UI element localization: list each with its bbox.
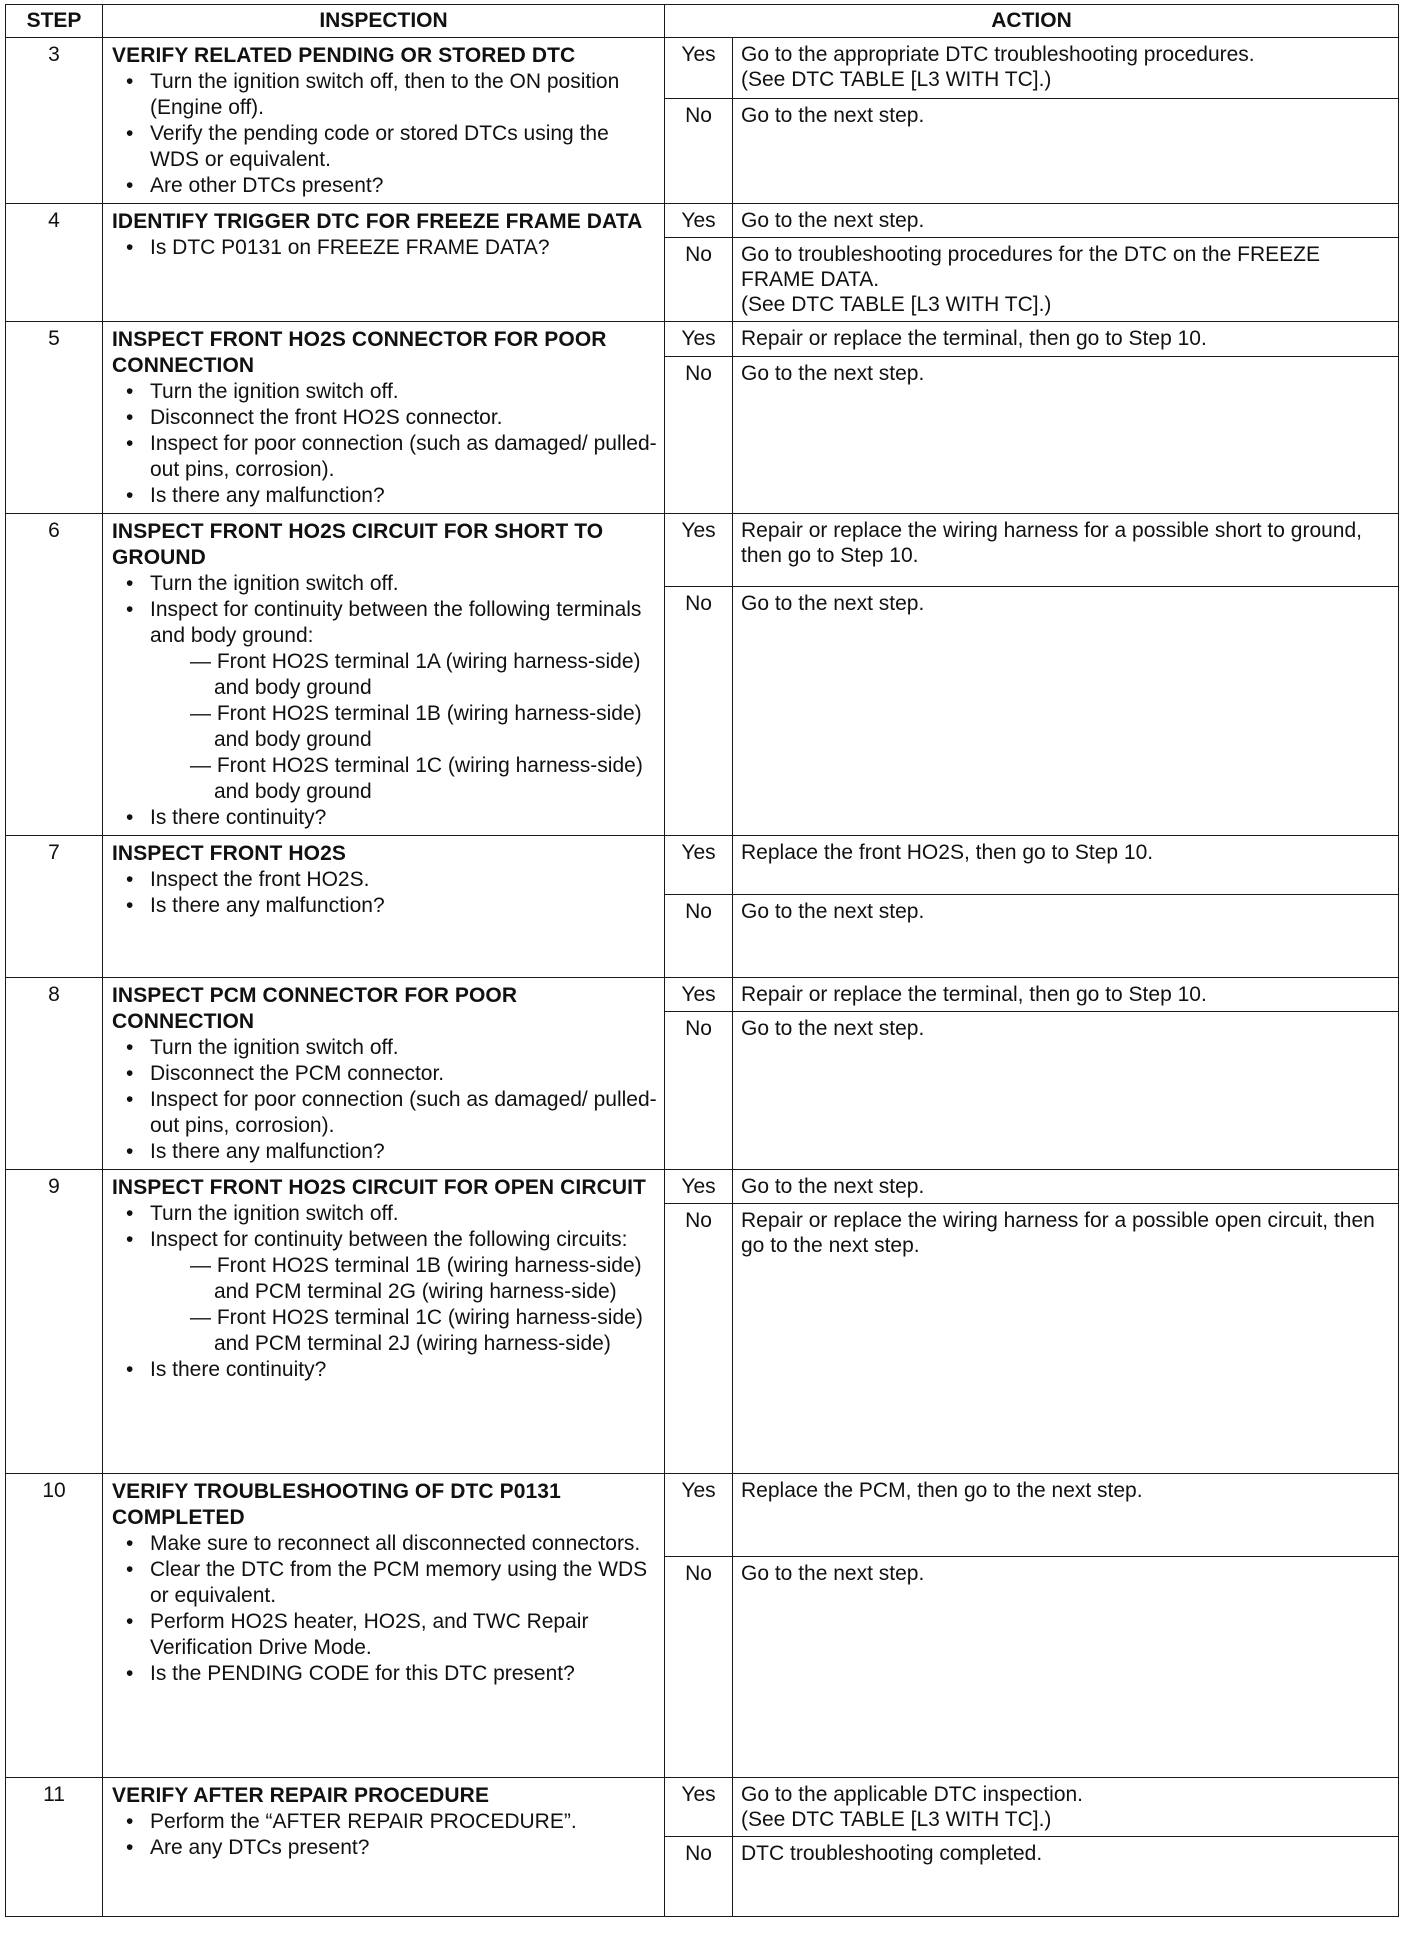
no-action — [733, 1012, 1399, 1170]
inspection-cell — [103, 1474, 665, 1778]
no-label: No — [665, 1837, 733, 1917]
sub-item-text: Front HO2S terminal 1C (wiring harness-side) and PCM terminal 2J (wiring harness-side) — [214, 1306, 643, 1355]
step-number: 9 — [6, 1170, 103, 1474]
inspection-cell — [103, 1170, 665, 1474]
no-action — [733, 357, 1399, 514]
no-action-line: DTC troubleshooting completed. — [741, 1842, 1043, 1865]
step-row-yes — [6, 1778, 1399, 1837]
inspection-bullet — [112, 1609, 658, 1661]
step-number: 8 — [6, 978, 103, 1170]
inspection-bullet — [112, 121, 658, 173]
inspection-checklist — [112, 1035, 658, 1165]
inspection-bullet — [112, 405, 658, 431]
inspection-bullet — [112, 173, 658, 199]
inspection-bullet — [112, 235, 658, 261]
bullet-text: Disconnect the PCM connector. — [150, 1062, 445, 1085]
step-row-yes — [6, 38, 1399, 99]
inspection-cell — [103, 38, 665, 204]
step-number: 11 — [6, 1778, 103, 1917]
no-action-line: Go to the next step. — [741, 1017, 925, 1041]
bullet-text: Are other DTCs present? — [150, 174, 384, 197]
inspection-checklist — [112, 1201, 658, 1383]
table-body — [6, 38, 1399, 1917]
sub-item-text: Front HO2S terminal 1A (wiring harness-side) and body ground — [214, 650, 641, 699]
bullet-text: Is DTC P0131 on FREEZE FRAME DATA? — [150, 236, 550, 259]
inspection-title: IDENTIFY TRIGGER DTC FOR FREEZE FRAME DATA — [112, 210, 643, 233]
bullet-text: Inspect the front HO2S. — [150, 868, 370, 891]
yes-label: Yes — [665, 1778, 733, 1837]
inspection-bullet — [112, 1087, 658, 1139]
no-action — [733, 1837, 1399, 1917]
step-number: 4 — [6, 204, 103, 322]
step-row-yes — [6, 1170, 1399, 1204]
inspection-cell — [103, 322, 665, 514]
sub-item — [190, 753, 658, 805]
yes-action-line: Repair or replace the wiring harness for a possible short to ground, then go to Step 10. — [741, 519, 1362, 567]
no-action — [733, 895, 1399, 978]
bullet-text: Is the PENDING CODE for this DTC present? — [150, 1662, 575, 1685]
sub-item — [190, 649, 658, 701]
yes-action-line: Replace the PCM, then go to the next step. — [741, 1479, 1143, 1502]
yes-label: Yes — [665, 204, 733, 238]
step-row-yes — [6, 836, 1399, 895]
inspection-bullet — [112, 1035, 658, 1061]
inspection-bullet — [112, 483, 658, 509]
inspection-title: INSPECT FRONT HO2S — [112, 842, 346, 865]
inspection-title: INSPECT PCM CONNECTOR FOR POOR CONNECTION — [112, 984, 518, 1033]
bullet-text: Turn the ignition switch off. — [150, 380, 399, 403]
step-row-yes — [6, 978, 1399, 1012]
inspection-bullet — [112, 1139, 658, 1165]
no-action — [733, 99, 1399, 204]
inspection-cell — [103, 1778, 665, 1917]
sub-item-list — [150, 1253, 658, 1357]
yes-action — [733, 836, 1399, 895]
yes-action-line: Repair or replace the terminal, then go to Step 10. — [741, 327, 1207, 350]
yes-action — [733, 204, 1399, 238]
yes-action-line: Go to the appropriate DTC troubleshooting procedures. — [741, 43, 1255, 66]
yes-action — [733, 1474, 1399, 1557]
step-number: 5 — [6, 322, 103, 514]
bullet-text: Turn the ignition switch off, then to the ON position (Engine off). — [150, 70, 620, 119]
yes-action — [733, 38, 1399, 99]
inspection-bullet — [112, 805, 658, 831]
bullet-text: Turn the ignition switch off. — [150, 572, 399, 595]
step-row-yes — [6, 322, 1399, 357]
yes-action — [733, 322, 1399, 357]
header-step: STEP — [6, 5, 103, 38]
inspection-checklist — [112, 379, 658, 509]
yes-action-line: (See DTC TABLE [L3 WITH TC].) — [741, 68, 1052, 91]
no-action-line: Repair or replace the wiring harness for a possible open circuit, then go to the next step. — [741, 1209, 1375, 1257]
no-label: No — [665, 1204, 733, 1474]
troubleshooting-document — [5, 4, 1399, 1917]
no-action — [733, 1204, 1399, 1474]
no-action-line: Go to the next step. — [741, 900, 925, 923]
bullet-text: Turn the ignition switch off. — [150, 1202, 399, 1225]
sub-item-text: Front HO2S terminal 1C (wiring harness-side) and body ground — [214, 754, 643, 803]
step-row-yes — [6, 1474, 1399, 1557]
no-action-line: Go to the next step. — [741, 592, 925, 616]
inspection-checklist — [112, 1531, 658, 1687]
no-label: No — [665, 357, 733, 514]
step-number: 3 — [6, 38, 103, 204]
header-inspection: INSPECTION — [103, 5, 665, 38]
yes-action — [733, 1778, 1399, 1837]
inspection-checklist — [112, 1809, 658, 1861]
inspection-title: VERIFY TROUBLESHOOTING OF DTC P0131 COMPLETED — [112, 1480, 561, 1529]
step-row-yes — [6, 514, 1399, 587]
yes-action-line: Go to the applicable DTC inspection. — [741, 1783, 1084, 1806]
no-label: No — [665, 1012, 733, 1170]
no-action-line: Go to troubleshooting procedures for the DTC on the FREEZE FRAME DATA. — [741, 243, 1320, 291]
inspection-bullet — [112, 1061, 658, 1087]
inspection-bullet — [112, 379, 658, 405]
bullet-text: Make sure to reconnect all disconnected connectors. — [150, 1532, 641, 1555]
yes-action — [733, 514, 1399, 587]
bullet-text: Inspect for continuity between the following terminals and body ground: — [150, 598, 642, 647]
inspection-bullet — [112, 1227, 658, 1357]
inspection-bullet — [112, 1835, 658, 1861]
bullet-text: Verify the pending code or stored DTCs using the WDS or equivalent. — [150, 122, 609, 171]
no-label: No — [665, 99, 733, 204]
bullet-text: Is there any malfunction? — [150, 894, 385, 917]
no-label: No — [665, 238, 733, 322]
no-action — [733, 1557, 1399, 1778]
bullet-text: Turn the ignition switch off. — [150, 1036, 399, 1059]
inspection-title: INSPECT FRONT HO2S CIRCUIT FOR SHORT TO GROUND — [112, 520, 604, 569]
inspection-bullet — [112, 1557, 658, 1609]
yes-action-line: (See DTC TABLE [L3 WITH TC].) — [741, 1808, 1052, 1831]
inspection-title: INSPECT FRONT HO2S CONNECTOR FOR POOR CONNECTION — [112, 328, 607, 377]
inspection-bullet — [112, 1661, 658, 1687]
header-row — [6, 5, 1399, 38]
bullet-text: Inspect for poor connection (such as damaged/ pulled-out pins, corrosion). — [150, 1088, 657, 1137]
yes-action-line: Go to the next step. — [741, 1175, 925, 1198]
inspection-bullet — [112, 1809, 658, 1835]
bullet-text: Clear the DTC from the PCM memory using the WDS or equivalent. — [150, 1558, 648, 1607]
bullet-text: Perform HO2S heater, HO2S, and TWC Repair Verification Drive Mode. — [150, 1610, 589, 1659]
inspection-checklist — [112, 69, 658, 199]
sub-item — [190, 1253, 658, 1305]
inspection-cell — [103, 514, 665, 836]
yes-action — [733, 1170, 1399, 1204]
bullet-text: Is there any malfunction? — [150, 484, 385, 507]
bullet-text: Is there continuity? — [150, 1358, 327, 1381]
step-number: 6 — [6, 514, 103, 836]
yes-action-line: Go to the next step. — [741, 209, 925, 232]
inspection-bullet — [112, 597, 658, 805]
header-action: ACTION — [665, 5, 1399, 38]
inspection-bullet — [112, 1531, 658, 1557]
sub-item-list — [150, 649, 658, 805]
inspection-title: VERIFY RELATED PENDING OR STORED DTC — [112, 44, 576, 67]
no-action-line: Go to the next step. — [741, 362, 925, 386]
inspection-cell — [103, 978, 665, 1170]
no-action — [733, 238, 1399, 322]
bullet-text: Is there continuity? — [150, 806, 327, 829]
sub-item-text: Front HO2S terminal 1B (wiring harness-side) and PCM terminal 2G (wiring harness-side) — [214, 1254, 642, 1303]
inspection-cell — [103, 836, 665, 978]
step-number: 7 — [6, 836, 103, 978]
no-action-line: Go to the next step. — [741, 1562, 925, 1585]
step-number: 10 — [6, 1474, 103, 1778]
inspection-bullet — [112, 431, 658, 483]
bullet-text: Inspect for poor connection (such as damaged/ pulled-out pins, corrosion). — [150, 432, 657, 481]
inspection-bullet — [112, 867, 658, 893]
yes-action-line: Replace the front HO2S, then go to Step 10. — [741, 841, 1154, 864]
bullet-text: Are any DTCs present? — [150, 1836, 370, 1859]
inspection-checklist — [112, 235, 658, 261]
inspection-bullet — [112, 1357, 658, 1383]
inspection-bullet — [112, 571, 658, 597]
yes-action — [733, 978, 1399, 1012]
yes-label: Yes — [665, 1170, 733, 1204]
step-row-yes — [6, 204, 1399, 238]
inspection-checklist — [112, 867, 658, 919]
yes-label: Yes — [665, 836, 733, 895]
yes-label: Yes — [665, 322, 733, 357]
no-action-line: (See DTC TABLE [L3 WITH TC].) — [741, 293, 1052, 316]
yes-label: Yes — [665, 38, 733, 99]
yes-action-line: Repair or replace the terminal, then go to Step 10. — [741, 983, 1207, 1006]
sub-item — [190, 1305, 658, 1357]
inspection-bullet — [112, 69, 658, 121]
inspection-cell — [103, 204, 665, 322]
no-label: No — [665, 587, 733, 836]
bullet-text: Disconnect the front HO2S connector. — [150, 406, 503, 429]
yes-label: Yes — [665, 978, 733, 1012]
yes-label: Yes — [665, 514, 733, 587]
sub-item — [190, 701, 658, 753]
inspection-bullet — [112, 1201, 658, 1227]
bullet-text: Is there any malfunction? — [150, 1140, 385, 1163]
inspection-checklist — [112, 571, 658, 831]
bullet-text: Perform the “AFTER REPAIR PROCEDURE”. — [150, 1810, 577, 1833]
inspection-title: VERIFY AFTER REPAIR PROCEDURE — [112, 1784, 490, 1807]
no-label: No — [665, 1557, 733, 1778]
bullet-text: Inspect for continuity between the following circuits: — [150, 1228, 628, 1251]
no-label: No — [665, 895, 733, 978]
sub-item-text: Front HO2S terminal 1B (wiring harness-side) and body ground — [214, 702, 642, 751]
no-action-line: Go to the next step. — [741, 104, 925, 128]
yes-label: Yes — [665, 1474, 733, 1557]
inspection-title: INSPECT FRONT HO2S CIRCUIT FOR OPEN CIRCUIT — [112, 1176, 646, 1199]
inspection-bullet — [112, 893, 658, 919]
no-action — [733, 587, 1399, 836]
troubleshooting-table — [5, 4, 1399, 1917]
